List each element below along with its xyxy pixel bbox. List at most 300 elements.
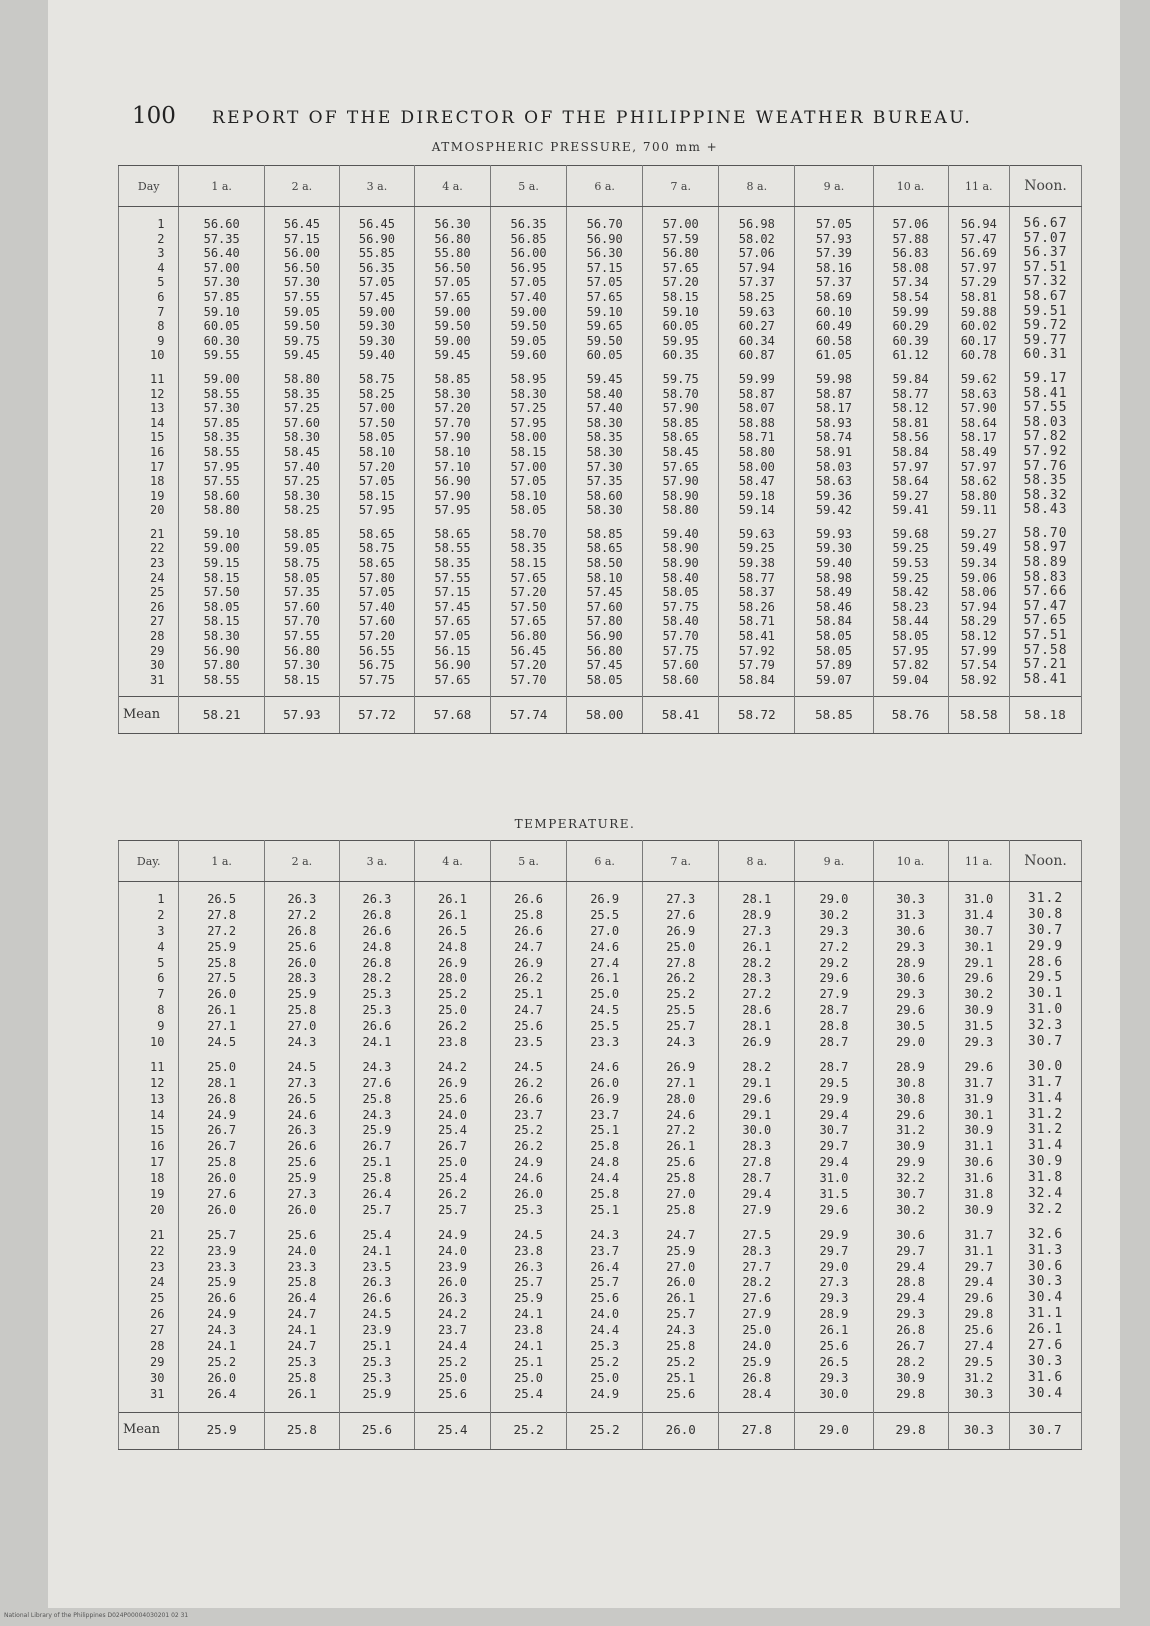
value-cell: 31.2 [1010,882,1082,908]
value-cell: 30.4 [1010,1387,1082,1403]
value-cell: 56.95 [491,261,567,276]
value-cell: 57.40 [491,290,567,305]
table-row [119,305,1082,320]
value-cell: 27.2 [643,1123,719,1139]
mean-value: 25.6 [339,1412,414,1449]
value-cell: 32.3 [1010,1019,1082,1035]
value-cell: 30.8 [873,1092,948,1108]
value-cell: 25.6 [264,1155,339,1171]
value-cell: 59.14 [719,503,795,518]
value-cell: 26.5 [795,1355,873,1371]
value-cell: 25.6 [795,1339,873,1355]
value-cell: 56.69 [948,246,1009,261]
day-cell: 17 [119,460,179,475]
value-cell: 25.9 [264,1171,339,1187]
value-cell: 29.6 [948,971,1009,987]
day-cell: 21 [119,1228,179,1244]
table-row [119,1171,1082,1187]
column-header: 7 a. [643,166,719,207]
value-cell: 57.58 [1010,644,1082,659]
value-cell: 58.43 [1010,503,1082,518]
value-cell: 58.41 [1010,673,1082,688]
value-cell: 57.80 [339,571,414,586]
value-cell: 58.63 [795,474,873,489]
value-cell: 58.42 [873,585,948,600]
column-header: 11 a. [948,841,1009,882]
value-cell: 56.55 [339,644,414,659]
value-cell: 26.0 [491,1187,567,1203]
value-cell: 57.65 [643,261,719,276]
value-cell: 60.17 [948,334,1009,349]
value-cell: 58.05 [643,585,719,600]
value-cell: 25.0 [567,1371,643,1387]
value-cell: 58.75 [339,541,414,556]
mean-value: 25.2 [491,1412,567,1449]
value-cell: 26.6 [491,882,567,908]
value-cell: 31.2 [948,1371,1009,1387]
value-cell: 24.8 [414,940,490,956]
value-cell: 25.5 [643,1003,719,1019]
day-cell: 7 [119,987,179,1003]
value-cell: 59.50 [567,334,643,349]
value-cell: 56.37 [1010,246,1082,261]
value-cell: 28.2 [719,1275,795,1291]
value-cell: 57.00 [491,460,567,475]
day-cell: 25 [119,585,179,600]
value-cell: 24.1 [339,1035,414,1051]
mean-value: 58.72 [719,697,795,734]
day-cell: 2 [119,232,179,247]
table-row [119,489,1082,504]
value-cell: 32.6 [1010,1228,1082,1244]
value-cell: 58.80 [643,503,719,518]
value-cell: 28.0 [643,1092,719,1108]
value-cell: 58.30 [264,430,339,445]
table-row [119,956,1082,972]
value-cell: 26.1 [643,1291,719,1307]
value-cell: 25.6 [264,1228,339,1244]
mean-value: 57.68 [414,697,490,734]
value-cell: 55.80 [414,246,490,261]
value-cell: 57.00 [179,261,264,276]
table-row [119,1019,1082,1035]
column-header: 8 a. [719,841,795,882]
value-cell: 57.85 [179,290,264,305]
value-cell: 23.8 [491,1323,567,1339]
day-cell: 9 [119,334,179,349]
value-cell: 58.64 [948,416,1009,431]
table-row [119,585,1082,600]
value-cell: 29.6 [873,1108,948,1124]
value-cell: 57.75 [643,644,719,659]
value-cell: 25.7 [567,1275,643,1291]
value-cell: 25.0 [414,1003,490,1019]
day-cell: 14 [119,1108,179,1124]
value-cell: 59.38 [719,556,795,571]
value-cell: 29.0 [795,1260,873,1276]
mean-value: 26.0 [643,1412,719,1449]
value-cell: 59.00 [491,305,567,320]
value-cell: 25.0 [567,987,643,1003]
day-cell: 26 [119,1307,179,1323]
value-cell: 58.35 [414,556,490,571]
value-cell: 25.3 [339,1355,414,1371]
value-cell: 24.9 [491,1155,567,1171]
value-cell: 58.71 [719,614,795,629]
value-cell: 57.75 [339,673,414,688]
value-cell: 30.8 [873,1076,948,1092]
value-cell: 24.4 [567,1171,643,1187]
value-cell: 29.6 [948,1291,1009,1307]
value-cell: 26.4 [179,1387,264,1403]
value-cell: 29.3 [873,1307,948,1323]
value-cell: 23.8 [491,1244,567,1260]
value-cell: 29.1 [719,1076,795,1092]
value-cell: 29.3 [795,1371,873,1387]
value-cell: 57.05 [339,275,414,290]
value-cell: 58.17 [795,401,873,416]
value-cell: 27.4 [948,1339,1009,1355]
value-cell: 56.45 [339,207,414,232]
value-cell: 25.8 [567,1187,643,1203]
value-cell: 58.81 [948,290,1009,305]
value-cell: 57.95 [491,416,567,431]
value-cell: 59.50 [264,319,339,334]
value-cell: 30.2 [795,908,873,924]
table-row [119,1355,1082,1371]
mean-value: 29.8 [873,1412,948,1449]
value-cell: 30.9 [948,1003,1009,1019]
value-cell: 58.05 [264,571,339,586]
column-header: 1 a. [179,841,264,882]
value-cell: 57.05 [567,275,643,290]
value-cell: 31.2 [1010,1108,1082,1124]
value-cell: 26.1 [567,971,643,987]
table-row [119,207,1082,232]
value-cell: 25.2 [643,1355,719,1371]
value-cell: 56.70 [567,207,643,232]
table-row [119,971,1082,987]
day-cell: 3 [119,924,179,940]
value-cell: 24.9 [414,1228,490,1244]
value-cell: 26.3 [264,1123,339,1139]
value-cell: 59.05 [264,541,339,556]
temperature-caption: TEMPERATURE. [514,817,636,831]
value-cell: 57.70 [491,673,567,688]
value-cell: 23.7 [491,1108,567,1124]
value-cell: 58.95 [491,372,567,387]
value-cell: 24.7 [491,940,567,956]
value-cell: 25.4 [414,1171,490,1187]
value-cell: 59.40 [339,348,414,363]
value-cell: 24.2 [414,1307,490,1323]
value-cell: 56.90 [339,232,414,247]
value-cell: 56.80 [567,644,643,659]
value-cell: 58.84 [873,445,948,460]
value-cell: 25.8 [491,908,567,924]
value-cell: 26.3 [339,1275,414,1291]
day-cell: 1 [119,207,179,232]
column-header: 2 a. [264,841,339,882]
value-cell: 26.0 [179,1203,264,1219]
value-cell: 26.8 [264,924,339,940]
value-cell: 57.45 [339,290,414,305]
value-cell: 25.0 [179,1060,264,1076]
value-cell: 28.2 [873,1355,948,1371]
value-cell: 25.9 [339,1387,414,1403]
value-cell: 58.30 [567,416,643,431]
value-cell: 57.15 [414,585,490,600]
day-cell: 31 [119,1387,179,1403]
table-row [119,1076,1082,1092]
value-cell: 59.04 [873,673,948,688]
value-cell: 24.7 [264,1339,339,1355]
table-row [119,1339,1082,1355]
value-cell: 26.2 [414,1187,490,1203]
value-cell: 59.05 [264,305,339,320]
day-cell: 3 [119,246,179,261]
value-cell: 25.8 [567,1139,643,1155]
day-cell: 29 [119,1355,179,1371]
value-cell: 32.4 [1010,1187,1082,1203]
value-cell: 25.2 [643,987,719,1003]
value-cell: 57.95 [873,644,948,659]
value-cell: 59.06 [948,571,1009,586]
value-cell: 57.70 [264,614,339,629]
value-cell: 26.7 [414,1139,490,1155]
column-header: 6 a. [567,841,643,882]
day-cell: 28 [119,629,179,644]
value-cell: 30.9 [1010,1155,1082,1171]
value-cell: 30.9 [873,1371,948,1387]
day-cell: 15 [119,1123,179,1139]
value-cell: 56.45 [264,207,339,232]
value-cell: 57.05 [414,275,490,290]
table-row [119,614,1082,629]
mean-value: 25.9 [179,1412,264,1449]
value-cell: 31.2 [873,1123,948,1139]
value-cell: 25.6 [264,940,339,956]
value-cell: 26.9 [567,1092,643,1108]
value-cell: 56.00 [491,246,567,261]
value-cell: 26.9 [643,924,719,940]
value-cell: 26.2 [491,971,567,987]
value-cell: 57.90 [414,489,490,504]
value-cell: 32.2 [873,1171,948,1187]
day-cell: 15 [119,430,179,445]
value-cell: 26.1 [264,1387,339,1403]
table-row [119,987,1082,1003]
value-cell: 24.0 [414,1244,490,1260]
table-row [119,232,1082,247]
temperature-table [118,840,1082,1450]
mean-value: 58.58 [948,697,1009,734]
day-cell: 14 [119,416,179,431]
day-cell: 10 [119,1035,179,1051]
table-row [119,1291,1082,1307]
value-cell: 58.49 [948,445,1009,460]
value-cell: 59.00 [179,372,264,387]
day-cell: 5 [119,956,179,972]
value-cell: 58.65 [339,556,414,571]
value-cell: 26.6 [179,1291,264,1307]
value-cell: 57.34 [873,275,948,290]
value-cell: 28.2 [339,971,414,987]
value-cell: 60.10 [795,305,873,320]
value-cell: 57.06 [873,207,948,232]
value-cell: 26.4 [339,1187,414,1203]
value-cell: 57.20 [491,585,567,600]
value-cell: 26.8 [873,1323,948,1339]
value-cell: 58.87 [795,387,873,402]
value-cell: 61.05 [795,348,873,363]
value-cell: 57.75 [643,600,719,615]
value-cell: 25.0 [643,940,719,956]
value-cell: 58.12 [873,401,948,416]
value-cell: 56.80 [643,246,719,261]
value-cell: 31.1 [948,1139,1009,1155]
value-cell: 30.8 [1010,908,1082,924]
value-cell: 56.90 [414,474,490,489]
value-cell: 29.4 [873,1260,948,1276]
value-cell: 58.05 [339,430,414,445]
day-cell: 28 [119,1339,179,1355]
value-cell: 28.7 [795,1003,873,1019]
value-cell: 30.6 [1010,1260,1082,1276]
value-cell: 30.7 [873,1187,948,1203]
value-cell: 57.10 [414,460,490,475]
value-cell: 28.9 [719,908,795,924]
value-cell: 57.20 [339,460,414,475]
value-cell: 59.62 [948,372,1009,387]
value-cell: 25.8 [264,1275,339,1291]
value-cell: 56.98 [719,207,795,232]
value-cell: 28.3 [264,971,339,987]
value-cell: 57.65 [491,614,567,629]
value-cell: 58.65 [567,541,643,556]
value-cell: 27.6 [179,1187,264,1203]
value-cell: 58.05 [179,600,264,615]
value-cell: 58.26 [719,600,795,615]
day-cell: 4 [119,940,179,956]
value-cell: 25.1 [643,1371,719,1387]
value-cell: 56.83 [873,246,948,261]
value-cell: 60.31 [1010,348,1082,363]
day-cell: 8 [119,1003,179,1019]
value-cell: 26.6 [491,924,567,940]
value-cell: 56.15 [414,644,490,659]
value-cell: 25.9 [264,987,339,1003]
value-cell: 59.42 [795,503,873,518]
value-cell: 29.4 [795,1108,873,1124]
value-cell: 57.60 [567,600,643,615]
value-cell: 27.6 [1010,1339,1082,1355]
value-cell: 58.65 [643,430,719,445]
value-cell: 25.8 [264,1003,339,1019]
value-cell: 59.95 [643,334,719,349]
day-cell: 12 [119,387,179,402]
value-cell: 25.6 [643,1155,719,1171]
value-cell: 56.80 [414,232,490,247]
value-cell: 25.1 [567,1123,643,1139]
value-cell: 58.62 [948,474,1009,489]
mean-row [119,1412,1082,1449]
day-cell: 9 [119,1019,179,1035]
value-cell: 26.7 [873,1339,948,1355]
day-cell: 20 [119,503,179,518]
column-header: Day. [119,841,179,882]
value-cell: 57.55 [264,290,339,305]
value-cell: 59.10 [179,305,264,320]
value-cell: 30.0 [1010,1060,1082,1076]
table-row [119,1275,1082,1291]
value-cell: 28.7 [795,1035,873,1051]
value-cell: 56.85 [491,232,567,247]
value-cell: 26.9 [643,1060,719,1076]
value-cell: 25.8 [643,1339,719,1355]
value-cell: 58.85 [414,372,490,387]
value-cell: 31.4 [1010,1139,1082,1155]
value-cell: 25.6 [567,1291,643,1307]
value-cell: 28.2 [719,1060,795,1076]
table-row [119,1108,1082,1124]
value-cell: 58.49 [795,585,873,600]
value-cell: 58.25 [264,503,339,518]
value-cell: 25.8 [643,1203,719,1219]
value-cell: 58.05 [873,629,948,644]
value-cell: 27.3 [264,1187,339,1203]
mean-value: 25.2 [567,1412,643,1449]
table-row [119,541,1082,556]
value-cell: 31.1 [1010,1307,1082,1323]
value-cell: 58.15 [339,489,414,504]
value-cell: 59.10 [643,305,719,320]
value-cell: 30.9 [948,1203,1009,1219]
value-cell: 27.0 [643,1260,719,1276]
value-cell: 58.87 [719,387,795,402]
value-cell: 59.11 [948,503,1009,518]
value-cell: 25.7 [414,1203,490,1219]
value-cell: 58.93 [795,416,873,431]
value-cell: 58.12 [948,629,1009,644]
value-cell: 25.3 [339,1003,414,1019]
value-cell: 25.5 [567,908,643,924]
value-cell: 59.45 [567,372,643,387]
value-cell: 27.6 [719,1291,795,1307]
value-cell: 24.0 [719,1339,795,1355]
value-cell: 57.55 [1010,401,1082,416]
value-cell: 24.6 [264,1108,339,1124]
value-cell: 24.5 [339,1307,414,1323]
value-cell: 58.10 [414,445,490,460]
value-cell: 58.17 [948,430,1009,445]
value-cell: 56.50 [264,261,339,276]
value-cell: 57.21 [1010,658,1082,673]
value-cell: 26.1 [179,1003,264,1019]
value-cell: 24.6 [567,940,643,956]
value-cell: 59.75 [643,372,719,387]
value-cell: 25.2 [567,1355,643,1371]
value-cell: 58.30 [567,503,643,518]
value-cell: 59.36 [795,489,873,504]
value-cell: 59.10 [179,527,264,542]
value-cell: 56.90 [414,658,490,673]
value-cell: 59.25 [873,571,948,586]
value-cell: 58.44 [873,614,948,629]
mean-label: Mean [119,697,179,734]
value-cell: 26.3 [264,882,339,908]
column-header: 6 a. [567,166,643,207]
